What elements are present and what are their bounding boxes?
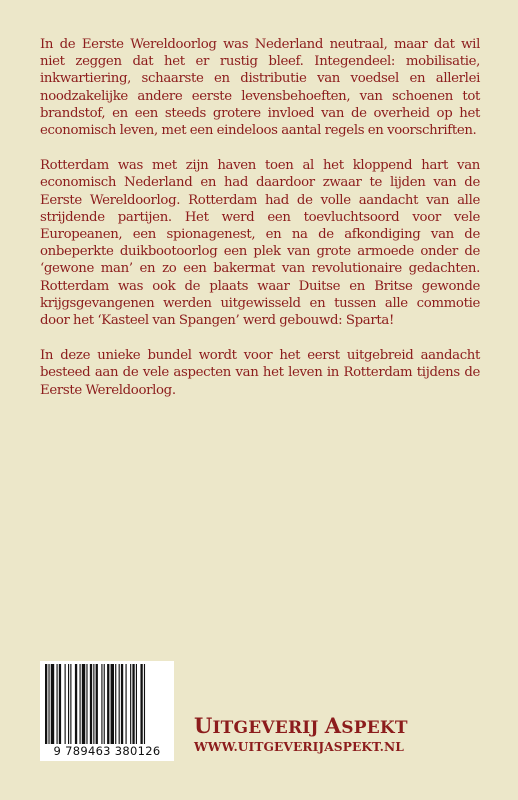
barcode-bar [65,664,66,744]
barcode-bar [101,664,102,744]
barcode-bar [144,664,145,744]
barcode-bar [48,664,49,744]
barcode-bar [140,664,142,744]
barcode-bar [111,664,114,744]
barcode-bar [80,664,81,744]
barcode-bar [59,664,61,744]
paragraph-2: Rotterdam was met zijn haven toen al het kloppend hart van economisch Nederland en had daardoor zwaar te lijden van de Eerste Wereldoorlog. Rotterdam had de volle aandacht van alle strijdende partijen. Het werd een toevluchtsoord voor vele Europeanen, een spionagenest, en na de afkondiging van de onbeperkte duikbootoorlog een plek van grote armoede onder de ‘gewone man’ en zo een bakermat van revolutionaire gedachten. Rotterdam was ook de plaats waar Duitse en Britse gewonde krijgsgevangenen werden uitgewisseld en tussen alle commotie door het ‘Kasteel van Spangen’ werd gebouwd: Sparta! [40,158,480,329]
isbn-barcode [40,661,174,761]
isbn-number: 9 789463 380126 [53,744,161,758]
barcode-bar [90,664,92,744]
barcode-bar [75,664,77,744]
barcode-bar [82,664,85,744]
barcode-bar [107,664,109,744]
barcode-bar [136,664,137,744]
publisher-rest-1: ITGEVERIJ [212,718,319,738]
barcode-bar [51,664,54,744]
barcode-bar [119,664,120,744]
barcode-bars-icon [43,664,171,744]
barcode-bar [57,664,58,744]
barcode-bar [130,664,131,744]
paragraph-3: In deze unieke bundel wordt voor het eerst uitgebreid aandacht besteed aan de vele aspecten van het leven in Rotterdam tijdens de Eerste Wereldoorlog. [40,348,480,398]
barcode-bar [45,664,47,744]
paragraph-1: In de Eerste Wereldoorlog was Nederland neutraal, maar dat wil niet zeggen dat het er rustig bleef. Integendeel: mobilisatie, inkwartiering, schaarste en distributie van voedsel en allerlei noodzakelijke andere eerste levensbehoeften, van schoenen tot brandstof, en een steeds grotere invloed van de overheid op het economisch leven, met een eindeloos aantal regels en voorschriften. [40,37,480,139]
barcode-bar [104,664,105,744]
publisher-website: WWW.UITGEVERIJASPEKT.NL [194,740,404,754]
barcode-bar [68,664,69,744]
publisher-initial-u: U [194,713,213,738]
barcode-bar [70,664,71,744]
barcode-bar [126,664,127,744]
publisher-initial-a: A [324,713,342,738]
blurb-text [40,36,480,417]
barcode-bar [115,664,116,744]
publisher-rest-2: SPEKT [341,718,408,738]
barcode-bar [86,664,87,744]
barcode-bar [96,664,98,744]
barcode-bar [93,664,94,744]
barcode-bar [121,664,123,744]
publisher-name [194,713,408,738]
barcode-bar [132,664,134,744]
